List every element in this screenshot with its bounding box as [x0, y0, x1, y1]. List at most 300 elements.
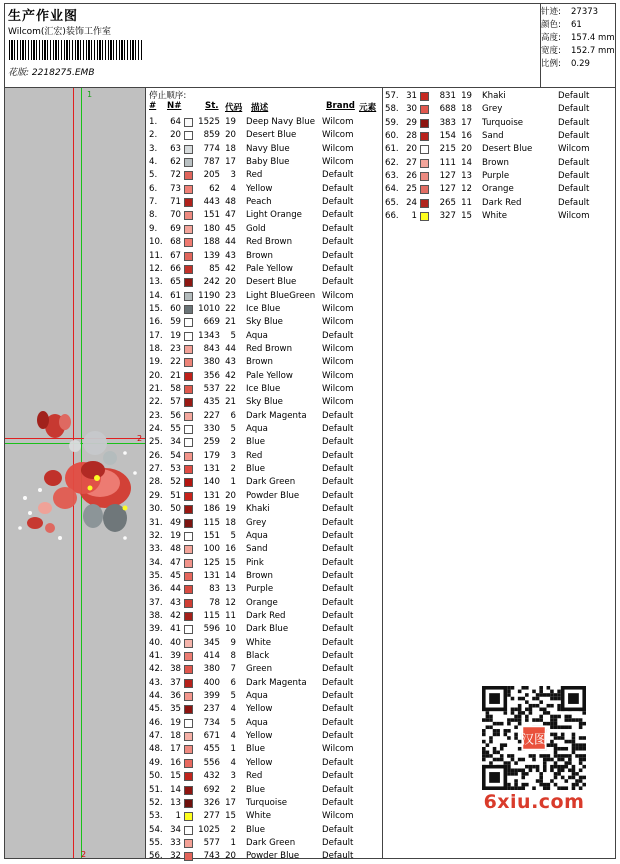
color-swatch: [184, 719, 193, 728]
row-description: Powder Blue: [246, 490, 300, 501]
row-brand: Default: [322, 664, 354, 675]
color-swatch: [184, 745, 193, 754]
table-row: [147, 290, 383, 303]
col-brand: Brand: [326, 101, 355, 111]
table-row: [147, 690, 383, 703]
row-index: 28.: [149, 477, 163, 488]
row-index: 63.: [385, 171, 399, 182]
row-index: 47.: [149, 731, 163, 742]
row-number: 37: [170, 677, 181, 688]
row-index: 48.: [149, 744, 163, 755]
row-code: 3: [230, 450, 236, 461]
color-swatch: [420, 92, 429, 101]
stat-row: [541, 6, 616, 19]
table-row: [147, 410, 383, 423]
row-number: 54: [170, 450, 181, 461]
row-number: 43: [170, 597, 181, 608]
row-index: 24.: [149, 424, 163, 435]
barcode-image: [9, 40, 143, 60]
row-brand: Default: [322, 504, 354, 515]
row-number: 64: [170, 117, 181, 127]
col-code: 代码: [225, 103, 243, 113]
row-stitches: 115: [203, 610, 220, 621]
table-row: [147, 169, 383, 182]
row-stitches: 179: [203, 450, 220, 461]
stop-sequence-label: 停止顺序:: [149, 91, 187, 101]
row-code: 18: [461, 104, 472, 115]
col-index: #: [149, 101, 157, 111]
row-brand: Default: [322, 570, 354, 581]
color-swatch: [420, 105, 429, 114]
row-stitches: 85: [209, 263, 220, 274]
row-index: 55.: [149, 837, 163, 848]
row-code: 45: [225, 223, 236, 234]
row-stitches: 356: [203, 370, 220, 381]
color-swatch: [184, 545, 193, 554]
table-row: [147, 330, 383, 343]
color-swatch: [184, 452, 193, 461]
studio-name: Wilcom(汇宏)装饰工作室: [8, 27, 111, 37]
row-brand: Default: [322, 170, 354, 181]
row-stitches: 596: [203, 624, 220, 635]
row-code: 19: [461, 91, 472, 101]
row-stitches: 151: [203, 210, 220, 221]
row-index: 26.: [149, 450, 163, 461]
table-row: [147, 543, 383, 556]
pattern-label: 花版:: [8, 68, 30, 78]
color-swatch: [420, 119, 429, 128]
row-stitches: 115: [203, 517, 220, 528]
row-stitches: 399: [203, 691, 220, 702]
row-brand: Default: [322, 691, 354, 702]
row-description: Desert Blue: [246, 277, 297, 288]
row-index: 38.: [149, 610, 163, 621]
color-swatch: [184, 158, 193, 167]
row-index: 32.: [149, 530, 163, 541]
row-number: 59: [170, 317, 181, 328]
row-code: 16: [461, 131, 472, 142]
row-code: 17: [461, 117, 472, 128]
row-index: 21.: [149, 384, 163, 394]
table-row: [147, 730, 383, 743]
row-code: 4: [230, 183, 236, 194]
row-code: 14: [461, 157, 472, 168]
row-stitches: 127: [439, 171, 456, 182]
row-number: 18: [170, 731, 181, 742]
row-brand: Default: [558, 157, 590, 168]
row-index: 36.: [149, 584, 163, 595]
table-row: [147, 316, 383, 329]
row-brand: Default: [322, 263, 354, 274]
row-number: 27: [406, 157, 417, 168]
color-swatch: [184, 305, 193, 314]
row-number: 62: [170, 157, 181, 168]
color-swatch: [184, 252, 193, 261]
row-brand: Default: [322, 637, 354, 648]
row-code: 17: [225, 797, 236, 808]
row-code: 12: [225, 597, 236, 608]
table-row: [147, 503, 383, 516]
row-number: 73: [170, 183, 181, 194]
row-index: 44.: [149, 691, 163, 702]
row-code: 3: [230, 170, 236, 181]
row-code: 43: [225, 250, 236, 261]
row-stitches: 327: [439, 211, 456, 222]
row-brand: Default: [322, 530, 354, 541]
row-stitches: 180: [203, 223, 220, 234]
row-index: 13.: [149, 277, 163, 288]
row-description: Blue: [246, 437, 266, 448]
qr-logo-text: 汉图: [521, 731, 547, 747]
row-number: 52: [170, 477, 181, 488]
color-swatch: [184, 692, 193, 701]
watermark-text: 6xiu.com: [483, 791, 585, 813]
row-index: 56.: [149, 851, 163, 862]
table-row: [383, 183, 619, 196]
axis-label-top: 1: [87, 90, 93, 99]
col-description: 描述: [251, 103, 269, 113]
table-row: [147, 223, 383, 236]
row-brand: Default: [322, 410, 354, 421]
row-number: 28: [406, 131, 417, 142]
row-number: 57: [170, 397, 181, 408]
color-swatch: [184, 705, 193, 714]
row-code: 22: [225, 303, 236, 314]
row-stitches: 215: [439, 144, 456, 155]
row-description: Sky Blue: [246, 317, 283, 328]
table-row: [383, 130, 619, 143]
row-index: 29.: [149, 490, 163, 501]
row-brand: Default: [322, 651, 354, 661]
row-description: Dark Red: [482, 197, 522, 208]
row-brand: Default: [322, 837, 354, 848]
row-description: Aqua: [246, 530, 268, 541]
row-index: 4.: [149, 157, 158, 168]
row-code: 5: [230, 330, 236, 341]
color-swatch: [184, 385, 193, 394]
row-stitches: 237: [203, 704, 220, 715]
row-stitches: 669: [203, 317, 220, 328]
row-number: 60: [170, 303, 181, 314]
row-index: 65.: [385, 197, 399, 208]
color-swatch: [184, 318, 193, 327]
color-swatch: [184, 599, 193, 608]
row-number: 72: [170, 170, 181, 181]
row-number: 21: [170, 370, 181, 381]
row-description: Navy Blue: [246, 143, 290, 154]
watermark-block: [474, 682, 594, 817]
row-description: Dark Blue: [246, 624, 289, 635]
row-description: Orange: [482, 184, 514, 195]
table-row: [147, 156, 383, 169]
row-number: 61: [170, 290, 181, 301]
row-description: Deep Navy Blue: [246, 117, 315, 127]
row-brand: Default: [322, 277, 354, 288]
row-number: 23: [170, 343, 181, 354]
color-swatch: [184, 345, 193, 354]
row-code: 20: [225, 851, 236, 862]
row-number: 13: [170, 797, 181, 808]
row-index: 20.: [149, 370, 163, 381]
row-stitches: 692: [203, 784, 220, 795]
row-brand: Default: [322, 584, 354, 595]
row-brand: Default: [558, 184, 590, 195]
color-swatch: [184, 505, 193, 514]
row-stitches: 277: [203, 811, 220, 822]
stat-row: [541, 45, 616, 58]
row-index: 49.: [149, 757, 163, 768]
row-number: 39: [170, 651, 181, 661]
row-index: 25.: [149, 437, 163, 448]
row-brand: Default: [558, 197, 590, 208]
row-brand: Wilcom: [322, 303, 354, 314]
row-stitches: 537: [203, 384, 220, 394]
row-number: 55: [170, 424, 181, 435]
row-index: 41.: [149, 651, 163, 661]
table-row: [147, 824, 383, 837]
table-row: [147, 263, 383, 276]
row-stitches: 859: [203, 130, 220, 141]
row-index: 15.: [149, 303, 163, 314]
color-swatch: [184, 639, 193, 648]
row-brand: Wilcom: [322, 317, 354, 328]
row-number: 25: [406, 184, 417, 195]
row-index: 11.: [149, 250, 163, 261]
table-row: [383, 117, 619, 130]
row-index: 39.: [149, 624, 163, 635]
row-brand: Default: [322, 704, 354, 715]
row-description: Grey: [482, 104, 503, 115]
row-stitches: 78: [209, 597, 220, 608]
table-row: [147, 250, 383, 263]
row-brand: Default: [322, 757, 354, 768]
table-row: [147, 570, 383, 583]
table-row: [147, 637, 383, 650]
row-number: 14: [170, 784, 181, 795]
color-swatch: [420, 145, 429, 154]
row-code: 7: [230, 664, 236, 675]
table-row: [383, 197, 619, 210]
row-description: Light BlueGreen: [246, 290, 316, 301]
stat-value: 61: [571, 20, 582, 30]
color-swatch: [184, 398, 193, 407]
row-description: White: [246, 637, 271, 648]
row-index: 31.: [149, 517, 163, 528]
row-index: 62.: [385, 157, 399, 168]
row-number: 20: [170, 130, 181, 141]
embroidery-design-icon: [5, 398, 146, 568]
row-description: Red Brown: [246, 343, 293, 354]
row-description: Desert Blue: [482, 144, 533, 155]
table-row: [147, 343, 383, 356]
row-stitches: 787: [203, 157, 220, 168]
row-code: 2: [230, 824, 236, 835]
table-row: [147, 597, 383, 610]
color-swatch: [184, 171, 193, 180]
color-swatch: [184, 145, 193, 154]
row-index: 58.: [385, 104, 399, 115]
table-row: [147, 743, 383, 756]
row-stitches: 1525: [198, 117, 220, 127]
color-swatch: [184, 372, 193, 381]
row-code: 5: [230, 717, 236, 728]
row-index: 51.: [149, 784, 163, 795]
color-swatch: [184, 679, 193, 688]
row-stitches: 380: [203, 664, 220, 675]
table-row: [147, 530, 383, 543]
color-swatch: [420, 159, 429, 168]
header-panel: [5, 4, 541, 88]
row-number: 40: [170, 637, 181, 648]
color-swatch: [184, 131, 193, 140]
row-number: 70: [170, 210, 181, 221]
row-index: 9.: [149, 223, 158, 234]
row-stitches: 131: [203, 490, 220, 501]
row-number: 41: [170, 624, 181, 635]
stat-label: 比例:: [541, 59, 561, 69]
row-description: Yellow: [246, 183, 273, 194]
qr-code-icon: [482, 686, 586, 790]
col-element: 元素: [359, 103, 377, 113]
row-description: Blue: [246, 824, 266, 835]
row-code: 11: [225, 610, 236, 621]
axis-label-right: 2: [137, 434, 143, 443]
row-description: Ice Blue: [246, 303, 281, 314]
row-index: 7.: [149, 197, 158, 208]
row-stitches: 330: [203, 424, 220, 435]
row-index: 40.: [149, 637, 163, 648]
row-code: 20: [225, 277, 236, 288]
row-index: 17.: [149, 330, 163, 341]
row-number: 32: [170, 851, 181, 862]
row-stitches: 688: [439, 104, 456, 115]
row-brand: Wilcom: [558, 211, 590, 222]
row-brand: Default: [322, 824, 354, 835]
row-stitches: 154: [439, 131, 456, 142]
row-number: 67: [170, 250, 181, 261]
row-stitches: 100: [203, 544, 220, 555]
color-swatch: [184, 211, 193, 220]
row-brand: Default: [322, 330, 354, 341]
row-brand: Default: [558, 171, 590, 182]
row-description: Aqua: [246, 717, 268, 728]
row-brand: Default: [322, 437, 354, 448]
row-number: 20: [406, 144, 417, 155]
row-code: 20: [225, 490, 236, 501]
color-swatch: [184, 625, 193, 634]
row-code: 23: [225, 290, 236, 301]
row-brand: Wilcom: [322, 811, 354, 822]
row-stitches: 400: [203, 677, 220, 688]
row-stitches: 414: [203, 651, 220, 661]
row-index: 45.: [149, 704, 163, 715]
row-brand: Default: [322, 677, 354, 688]
row-stitches: 131: [203, 570, 220, 581]
row-number: 35: [170, 704, 181, 715]
stat-label: 宽度:: [541, 46, 561, 56]
row-number: 71: [170, 197, 181, 208]
row-description: Red Brown: [246, 237, 293, 248]
table-row: [147, 116, 383, 129]
row-description: Dark Green: [246, 477, 296, 488]
row-description: Pale Yellow: [246, 263, 293, 274]
row-stitches: 577: [203, 837, 220, 848]
color-swatch: [184, 772, 193, 781]
row-brand: Default: [558, 91, 590, 101]
color-swatch: [184, 265, 193, 274]
row-number: 45: [170, 570, 181, 581]
row-number: 51: [170, 490, 181, 501]
row-brand: Default: [558, 104, 590, 115]
row-number: 31: [406, 91, 417, 101]
row-description: Khaki: [246, 504, 270, 515]
row-description: Green: [246, 664, 273, 675]
row-code: 11: [461, 197, 472, 208]
row-code: 20: [461, 144, 472, 155]
row-code: 20: [225, 130, 236, 141]
row-code: 15: [225, 811, 236, 822]
row-stitches: 556: [203, 757, 220, 768]
row-number: 47: [170, 557, 181, 568]
row-stitches: 188: [203, 237, 220, 248]
row-description: Blue: [246, 744, 266, 755]
row-number: 63: [170, 143, 181, 154]
row-code: 19: [225, 504, 236, 515]
row-description: Pale Yellow: [246, 370, 293, 381]
row-stitches: 1343: [198, 330, 220, 341]
production-worksheet: [4, 3, 616, 862]
col-stitches: St.: [205, 101, 219, 111]
row-brand: Default: [322, 544, 354, 555]
row-number: 58: [170, 384, 181, 394]
row-index: 22.: [149, 397, 163, 408]
row-brand: Default: [322, 223, 354, 234]
row-index: 57.: [385, 91, 399, 101]
row-code: 2: [230, 464, 236, 475]
row-number: 56: [170, 410, 181, 421]
row-code: 47: [225, 210, 236, 221]
row-stitches: 140: [203, 477, 220, 488]
row-brand: Default: [322, 597, 354, 608]
row-index: 19.: [149, 357, 163, 368]
design-preview: [5, 88, 146, 858]
row-code: 43: [225, 357, 236, 368]
pattern-line: [8, 65, 95, 78]
row-index: 53.: [149, 811, 163, 822]
row-code: 15: [461, 211, 472, 222]
row-description: Sand: [482, 131, 504, 142]
row-index: 8.: [149, 210, 158, 221]
row-code: 16: [225, 544, 236, 555]
row-brand: Default: [322, 610, 354, 621]
color-swatch: [420, 212, 429, 221]
row-stitches: 1025: [198, 824, 220, 835]
row-brand: Wilcom: [322, 357, 354, 368]
row-stitches: 139: [203, 250, 220, 261]
color-swatch: [184, 612, 193, 621]
color-swatch: [184, 278, 193, 287]
row-description: Dark Green: [246, 837, 296, 848]
row-description: Orange: [246, 597, 278, 608]
table-row: [147, 490, 383, 503]
col-number: N#: [167, 101, 182, 111]
row-number: 33: [170, 837, 181, 848]
row-number: 50: [170, 504, 181, 515]
table-row: [147, 383, 383, 396]
table-row: [147, 370, 383, 383]
table-row: [147, 196, 383, 209]
color-swatch: [184, 839, 193, 848]
